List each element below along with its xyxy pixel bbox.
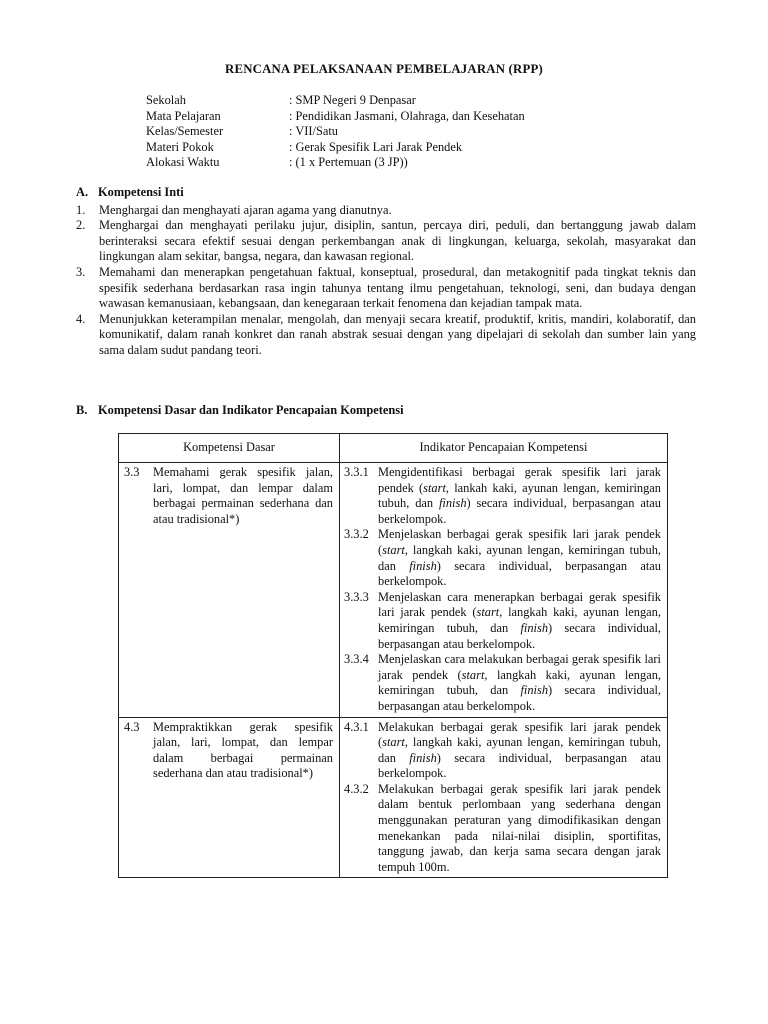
indicator-number: 3.3.2 — [344, 527, 369, 542]
table-row — [119, 717, 668, 878]
list-number: 1. — [76, 202, 86, 217]
indicator-item — [340, 590, 667, 652]
kd-text: Mempraktikkan gerak spesifik jalan, lari, lompat, dan lempar dalam berbagai permainan sederhana dan atau tradisional*) — [153, 719, 333, 781]
section-title: Kompetensi Inti — [98, 185, 184, 199]
indicator-text: Melakukan berbagai gerak spesifik lari jarak pendek (start, langkah kaki, ayunan lengan, kemiringan tubuh, dan finish) secara individual, berpasangan atau berkelompok. — [378, 719, 661, 781]
section-heading — [76, 185, 696, 201]
table-row — [119, 463, 668, 718]
indicator-text: Melakukan berbagai gerak spesifik lari jarak pendek dalam bentuk perlombaan yang sederhana dengan menggunakan peraturan yang dimodifikasikan dengan menekankan pada nilai-nilai disiplin, sportifitas, tanggung jawab, dan kerja sama secara dengan jarak tempuh 100m. — [378, 781, 661, 874]
kompetensi-inti-list — [76, 203, 696, 359]
list-number: 3. — [76, 264, 86, 279]
kd-number: 3.3 — [124, 465, 140, 479]
section-letter: A. — [76, 185, 89, 199]
indicator-number: 3.3.1 — [344, 465, 369, 479]
kd-cell — [119, 463, 340, 718]
indicator-number: 3.3.4 — [344, 652, 369, 667]
column-header-kompetensi-dasar: Kompetensi Dasar — [119, 434, 340, 463]
info-label: Mata Pelajaran — [146, 108, 221, 123]
list-text: Menunjukkan keterampilan menalar, mengolah, dan menyaji secara kreatif, produktif, kritis, mandiri, kolaboratif, dan komunikatif, dalam ranah konkret dan ranah abstrak sesuai dengan yang dipelajari di sekolah dan sumber lain yang sama dalam sudut pandang teori. — [99, 311, 696, 357]
list-item — [76, 218, 696, 265]
info-row-materi-pokok — [146, 140, 706, 156]
page-title: RENCANA PELAKSANAAN PEMBELAJARAN (RPP) — [225, 62, 543, 76]
indicator-item — [340, 782, 667, 876]
table-header-row — [119, 434, 668, 463]
indicator-text: Menjelaskan cara melakukan berbagai gerak spesifik lari jarak pendek (start, langkah kaki, ayunan lengan, kemiringan tubuh, dan finish) secara individual, berpasangan atau berkelompok. — [378, 652, 661, 713]
kd-cell — [119, 717, 340, 878]
info-value: : SMP Negeri 9 Denpasar — [289, 93, 416, 107]
info-row-sekolah — [146, 93, 706, 109]
indicator-item — [340, 720, 667, 782]
indicator-cell — [340, 463, 668, 718]
kd-number: 4.3 — [124, 719, 140, 734]
section-kompetensi-dasar — [76, 403, 696, 421]
list-item — [76, 312, 696, 359]
list-item — [76, 203, 696, 219]
info-row-mata-pelajaran — [146, 109, 706, 125]
column-header-indikator: Indikator Pencapaian Kompetensi — [340, 434, 668, 463]
indicator-number: 4.3.1 — [344, 719, 369, 734]
section-kompetensi-inti — [76, 185, 696, 359]
identity-block — [146, 93, 706, 171]
info-value: : Pendidikan Jasmani, Olahraga, dan Kesehatan — [289, 108, 525, 123]
indicator-text: Menjelaskan cara menerapkan berbagai gerak spesifik lari jarak pendek (start, langkah kaki, ayunan lengan, kemiringan tubuh, dan finish) secara individual, berpasangan atau berkelompok. — [378, 589, 661, 651]
info-label: Sekolah — [146, 93, 186, 107]
list-text: Menghargai dan menghayati perilaku jujur, disiplin, santun, percaya diri, peduli, dan bertanggung jawab dalam berinteraksi secara efektif sesuai dengan perkembangan anak di lingkungan, keluarga, sekolah, masyarakat dan lingkungan alam sekitar, bangsa, negara, dan kawasan regional. — [99, 218, 696, 264]
list-text: Menghargai dan menghayati ajaran agama yang dianutnya. — [99, 202, 392, 217]
kompetensi-table — [118, 433, 668, 878]
info-label: Materi Pokok — [146, 139, 214, 154]
section-heading — [76, 403, 696, 419]
info-label: Kelas/Semester — [146, 124, 224, 139]
info-row-kelas-semester — [146, 124, 706, 140]
list-text: Memahami dan menerapkan pengetahuan faktual, konseptual, prosedural, dan metakognitif pada tingkat teknis dan spesifik sederhana berdasarkan rasa ingin tahunya tentang ilmu pengetahuan, teknologi, seni, dan budaya dengan wawasan kemanusiaan, kebangsaan, dan kenegaraan terkait fenomena dan kejadian tampak mata. — [99, 264, 696, 311]
info-value: : Gerak Spesifik Lari Jarak Pendek — [289, 139, 463, 154]
info-value: : (1 x Pertemuan (3 JP)) — [289, 155, 408, 170]
indicator-number: 3.3.3 — [344, 589, 369, 604]
list-number: 4. — [76, 311, 86, 326]
list-item — [76, 265, 696, 312]
indicator-cell — [340, 717, 668, 878]
info-row-alokasi-waktu — [146, 155, 706, 171]
section-title: Kompetensi Dasar dan Indikator Pencapaian Kompetensi — [98, 403, 404, 417]
indicator-text: Mengidentifikasi berbagai gerak spesifik lari jarak pendek (start, lankah kaki, ayunan lengan, kemiringan tubuh, dan finish) secara individual, berpasangan atau berkelompok. — [378, 465, 661, 526]
info-label: Alokasi Waktu — [146, 155, 220, 170]
kd-text: Memahami gerak spesifik jalan, lari, lompat, dan lempar dalam berbagai permainan sederhana dan atau tradisional*) — [153, 465, 333, 526]
info-value: : VII/Satu — [289, 124, 338, 139]
section-letter: B. — [76, 403, 88, 417]
indicator-item — [340, 465, 667, 527]
indicator-number: 4.3.2 — [344, 781, 369, 796]
list-number: 2. — [76, 218, 86, 233]
indicator-item — [340, 652, 667, 714]
indicator-item — [340, 527, 667, 589]
indicator-text: Menjelaskan berbagai gerak spesifik lari jarak pendek (start, langkah kaki, ayunan lengan, kemiringan tubuh, dan finish) secara individual, berpasangan atau berkelompok. — [378, 527, 661, 589]
